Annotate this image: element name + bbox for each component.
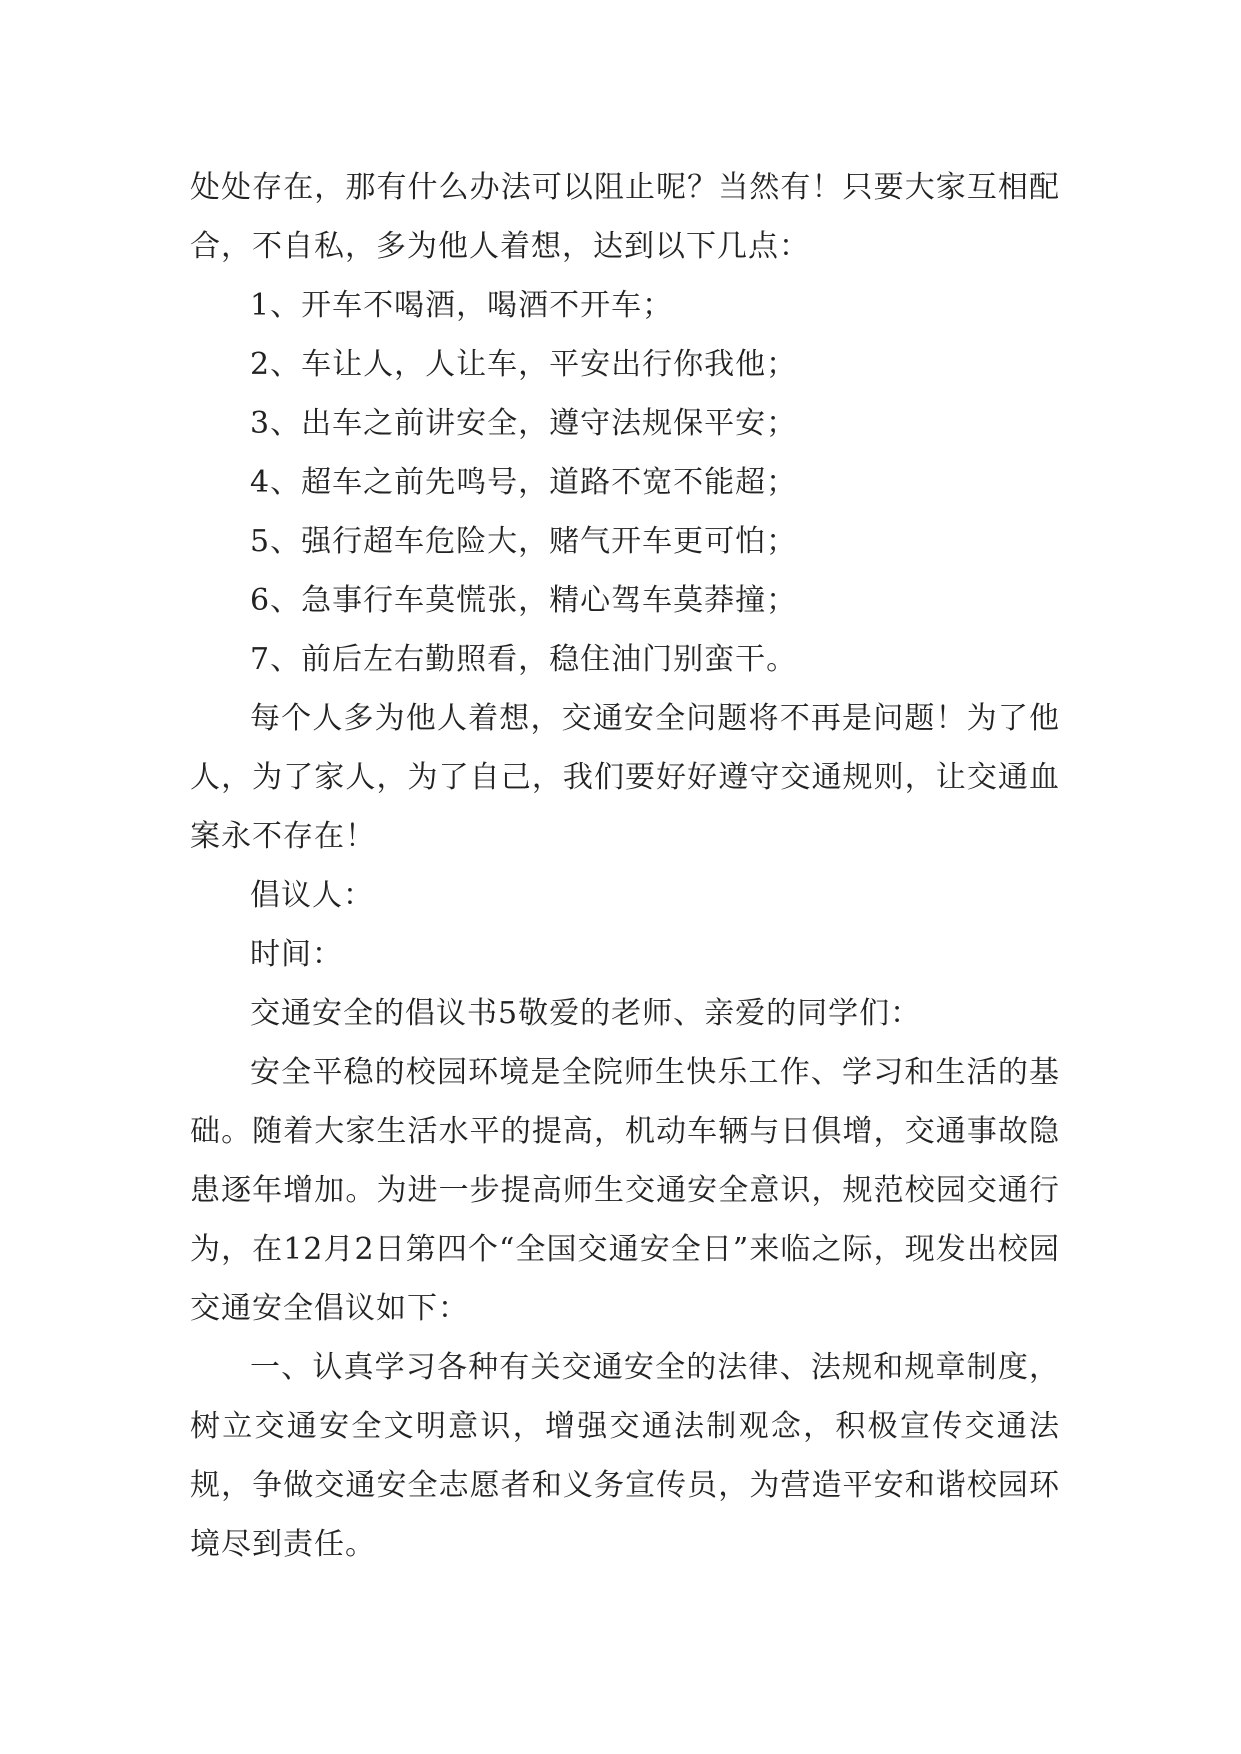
rule-item-4: 4、超车之前先鸣号，道路不宽不能超； [250, 465, 798, 500]
rule-item-1: 1、开车不喝酒，喝酒不开车； [250, 288, 674, 323]
section-heading: 交通安全的倡议书5敬爱的老师、亲爱的同学们： [250, 996, 922, 1031]
document-body [190, 158, 1060, 1574]
paragraph-continuation: 处处存在，那有什么办法可以阻止呢？当然有！只要大家互相配合，不自私，多为他人着想，达到以下几点： [190, 170, 1060, 264]
closing-paragraph: 每个人多为他人着想，交通安全问题将不再是问题！为了他人，为了家人，为了自己，我们要好好遵守交通规则，让交通血案永不存在！ [190, 701, 1060, 854]
rule-item-6: 6、急事行车莫慌张，精心驾车莫莽撞； [250, 583, 798, 618]
date-label: 时间： [250, 937, 343, 972]
rule-item-5: 5、强行超车危险大，赌气开车更可怕； [250, 524, 798, 559]
proposal-item-1: 一、认真学习各种有关交通安全的法律、法规和规章制度，树立交通安全文明意识，增强交通法制观念，积极宣传交通法规，争做交通安全志愿者和义务宣传员，为营造平安和谐校园环境尽到责任。 [190, 1350, 1060, 1562]
rule-item-7: 7、前后左右勤照看，稳住油门别蛮干。 [250, 642, 798, 677]
rule-item-2: 2、车让人，人让车，平安出行你我他； [250, 347, 798, 382]
intro-paragraph: 安全平稳的校园环境是全院师生快乐工作、学习和生活的基础。随着大家生活水平的提高，机动车辆与日俱增，交通事故隐患逐年增加。为进一步提高师生交通安全意识，规范校园交通行为，在12月2日第四个“全国交通安全日”来临之际，现发出校园交通安全倡议如下： [190, 1055, 1060, 1326]
proposer-label: 倡议人： [250, 878, 374, 913]
rule-item-3: 3、出车之前讲安全，遵守法规保平安； [250, 406, 798, 441]
